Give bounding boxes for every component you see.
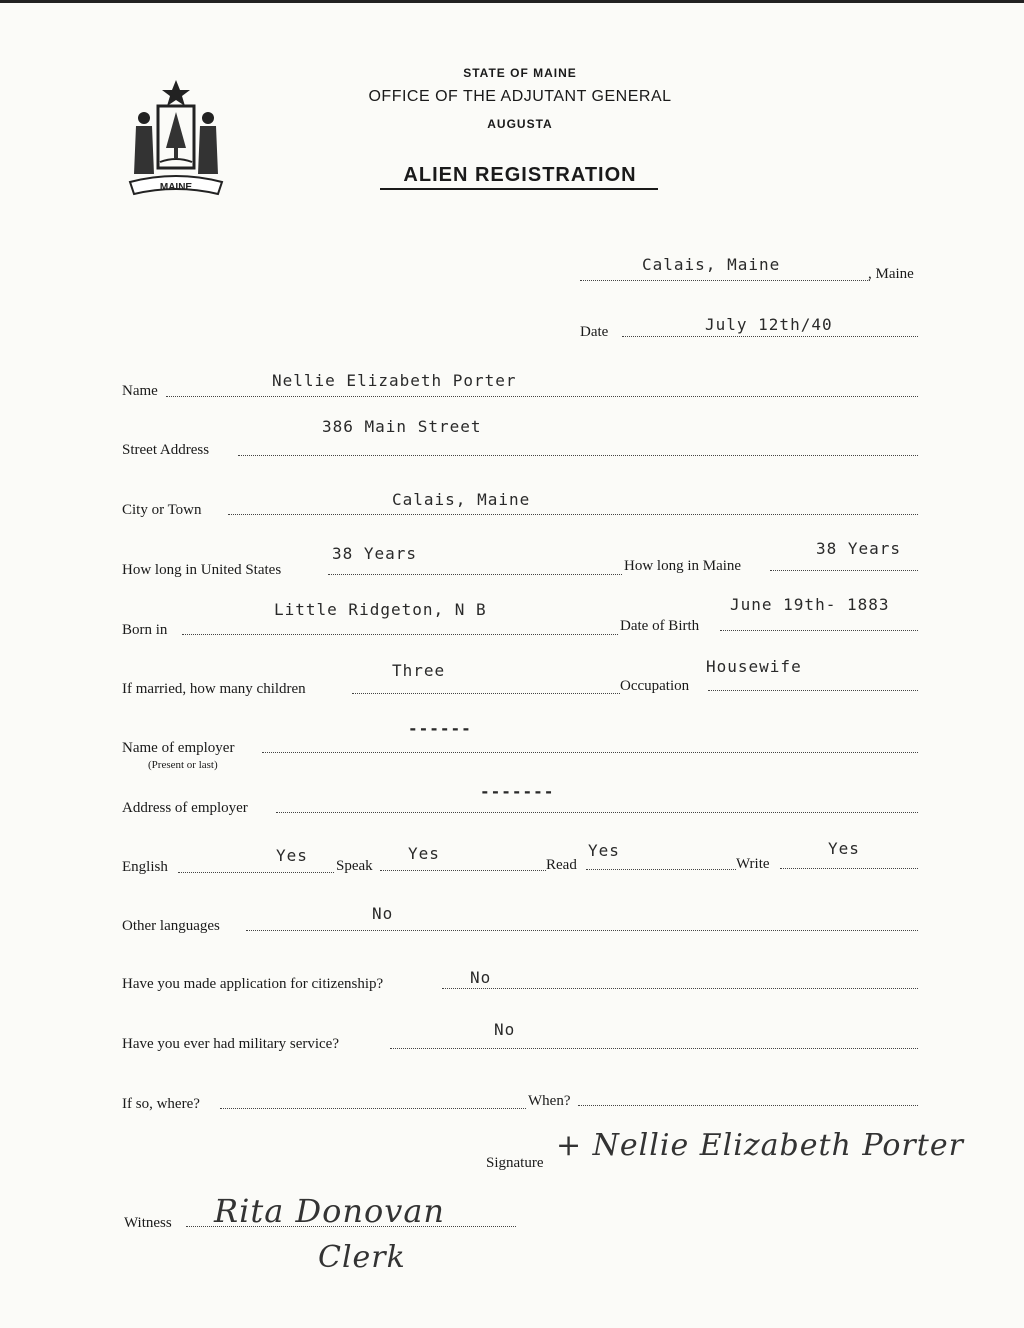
write-label: Write — [736, 856, 770, 872]
military-label: Have you ever had military service? — [122, 1036, 339, 1052]
state-heading: STATE OF MAINE — [463, 66, 577, 80]
seal-text: MAINE — [159, 182, 193, 193]
born-label: Born in — [122, 622, 168, 638]
other-languages-value: No — [372, 904, 394, 923]
employer-dotted-line — [262, 752, 918, 753]
born-dotted-line — [182, 634, 618, 635]
other-languages-dotted-line — [246, 930, 918, 931]
city-value: Calais, Maine — [392, 490, 531, 509]
employer-sublabel: (Present or last) — [148, 759, 218, 771]
city-dotted-line — [228, 514, 918, 515]
citizenship-value: No — [470, 968, 492, 987]
scan-edge — [0, 0, 1024, 3]
date-value: July 12th/40 — [705, 315, 833, 334]
employer-address-value: ------- — [480, 782, 555, 801]
read-label: Read — [546, 857, 577, 873]
when-dotted-line — [578, 1105, 918, 1106]
dob-value: June 19th- 1883 — [730, 595, 890, 614]
born-value: Little Ridgeton, N B — [274, 600, 487, 619]
employer-address-dotted-line — [276, 812, 918, 813]
maine-dotted-line — [770, 570, 918, 571]
dob-label: Date of Birth — [620, 618, 700, 634]
signature-label: Signature — [486, 1155, 544, 1171]
read-value: Yes — [588, 841, 620, 860]
when-label: When? — [528, 1093, 571, 1109]
occupation-value: Housewife — [706, 657, 802, 676]
place-suffix: , Maine — [868, 266, 914, 282]
place-value: Calais, Maine — [642, 255, 781, 274]
english-dotted-line — [178, 872, 334, 873]
form-title: ALIEN REGISTRATION — [403, 164, 637, 186]
citizenship-dotted-line — [442, 988, 918, 989]
maine-duration-label: How long in Maine — [624, 558, 742, 574]
write-dotted-line — [780, 868, 918, 869]
street-label: Street Address — [122, 442, 210, 458]
us-dotted-line — [328, 574, 622, 575]
speak-label: Speak — [336, 858, 373, 874]
us-duration-value: 38 Years — [332, 544, 418, 563]
maine-duration-value: 38 Years — [816, 539, 902, 558]
english-value: Yes — [276, 846, 308, 865]
signature-value: + Nellie Elizabeth Porter — [556, 1128, 964, 1163]
place-dotted-line — [580, 280, 870, 281]
write-value: Yes — [828, 839, 860, 858]
occupation-dotted-line — [708, 690, 918, 691]
speak-value: Yes — [408, 844, 440, 863]
city-label: City or Town — [122, 502, 202, 518]
occupation-label: Occupation — [620, 678, 690, 694]
name-label: Name — [122, 383, 158, 399]
name-dotted-line — [166, 396, 918, 397]
employer-label: Name of employer — [122, 740, 235, 756]
employer-address-label: Address of employer — [122, 800, 248, 816]
us-duration-label: How long in United States — [122, 562, 282, 578]
street-value: 386 Main Street — [322, 417, 482, 436]
witness-signature: Rita Donovan — [214, 1192, 445, 1230]
speak-dotted-line — [380, 870, 546, 871]
other-languages-label: Other languages — [122, 918, 220, 934]
children-value: Three — [392, 661, 446, 680]
children-label: If married, how many children — [122, 681, 306, 697]
witness-title: Clerk — [318, 1240, 406, 1275]
citizenship-label: Have you made application for citizenship? — [122, 976, 384, 992]
military-value: No — [494, 1020, 516, 1039]
employer-value: ------ — [408, 719, 472, 738]
title-underline — [380, 188, 658, 190]
street-dotted-line — [238, 455, 918, 456]
where-dotted-line — [220, 1108, 526, 1109]
english-label: English — [122, 859, 168, 875]
date-dotted-line — [622, 336, 918, 337]
where-label: If so, where? — [122, 1096, 200, 1112]
name-value: Nellie Elizabeth Porter — [272, 371, 517, 390]
military-dotted-line — [390, 1048, 918, 1049]
office-heading: OFFICE OF THE ADJUTANT GENERAL — [368, 88, 672, 105]
city-heading: AUGUSTA — [487, 117, 553, 131]
date-label: Date — [580, 324, 609, 340]
dob-dotted-line — [720, 630, 918, 631]
witness-label: Witness — [124, 1215, 172, 1231]
children-dotted-line — [352, 693, 620, 694]
read-dotted-line — [586, 869, 736, 870]
